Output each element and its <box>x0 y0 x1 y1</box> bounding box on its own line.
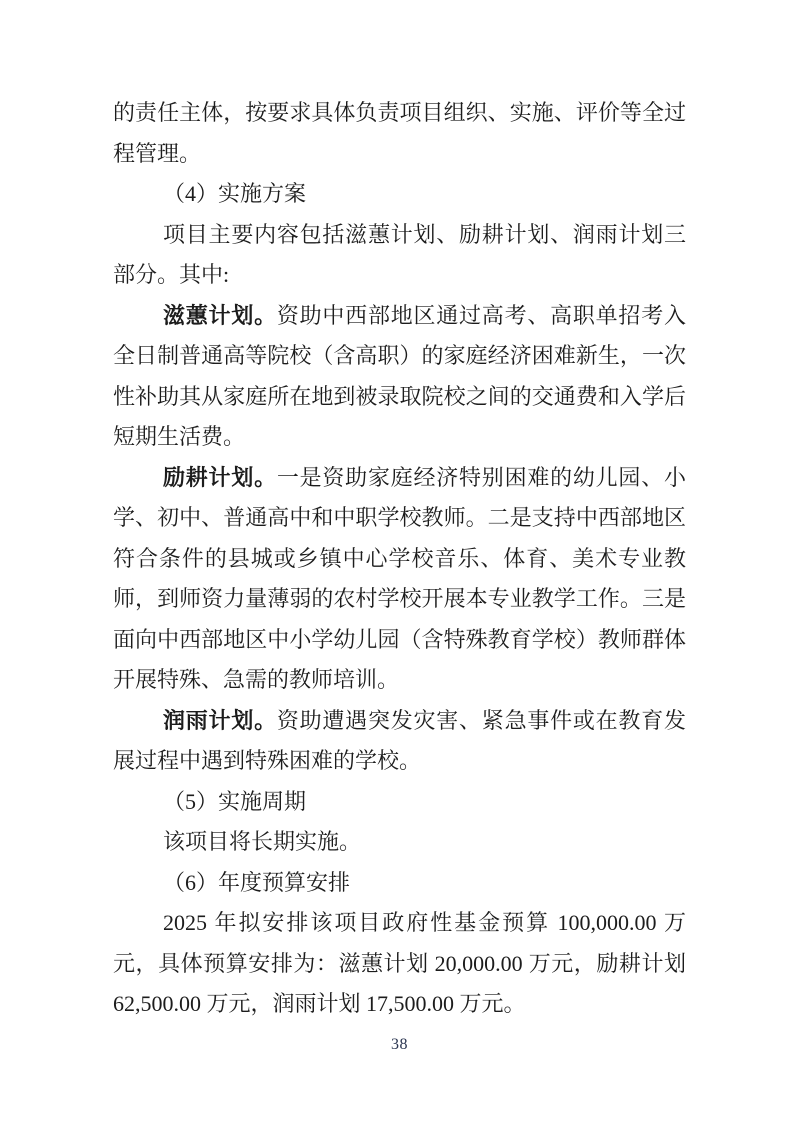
plan-name-bold: 励耕计划。 <box>163 464 277 490</box>
plan-name-bold: 滋蕙计划。 <box>163 302 277 328</box>
paragraph-text: 的责任主体，按要求具体负责项目组织、实施、评价等全过程管理。 <box>113 100 686 166</box>
paragraph-text: 2025 年拟安排该项目政府性基金预算 100,000.00 万元，具体预算安排为：滋蕙计划 20,000.00 万元，励耕计划 62,500.00 万元，润雨计划 17,500.00 万元。 <box>113 910 686 1016</box>
paragraph-long-term <box>113 822 686 863</box>
paragraph-project-contents <box>113 215 686 296</box>
heading-implementation-period <box>113 782 686 823</box>
plan-name-bold: 润雨计划。 <box>163 707 277 733</box>
paragraph-text: 一是资助家庭经济特别困难的幼儿园、小学、初中、普通高中和中职学校教师。二是支持中西部地区符合条件的县城或乡镇中心学校音乐、体育、美术专业教师，到师资力量薄弱的农村学校开展本专业教学工作。三是面向中西部地区中小学幼儿园（含特殊教育学校）教师群体开展特殊、急需的教师培训。 <box>113 464 686 692</box>
heading-text: （5）实施周期 <box>163 788 307 814</box>
paragraph-text: 该项目将长期实施。 <box>163 829 362 854</box>
paragraph-zihui-plan <box>113 296 686 458</box>
paragraph-text: 资助中西部地区通过高考、高职单招考入全日制普通高等院校（含高职）的家庭经济困难新生，一次性补助其从家庭所在地到被录取院校之间的交通费和入学后短期生活费。 <box>113 302 686 449</box>
heading-annual-budget <box>113 863 686 904</box>
paragraph-continuation <box>113 93 686 174</box>
paragraph-runyu-plan <box>113 701 686 782</box>
paragraph-ligeng-plan <box>113 458 686 701</box>
paragraph-text: 资助遭遇突发灾害、紧急事件或在教育发展过程中遇到特殊困难的学校。 <box>113 707 686 773</box>
paragraph-budget-detail <box>113 903 686 1025</box>
heading-text: （6）年度预算安排 <box>163 869 351 895</box>
heading-text: （4）实施方案 <box>163 181 307 206</box>
page-number: 38 <box>391 1036 408 1053</box>
heading-implementation-plan <box>113 174 686 215</box>
paragraph-text: 项目主要内容包括滋蕙计划、励耕计划、润雨计划三部分。其中: <box>113 221 686 287</box>
